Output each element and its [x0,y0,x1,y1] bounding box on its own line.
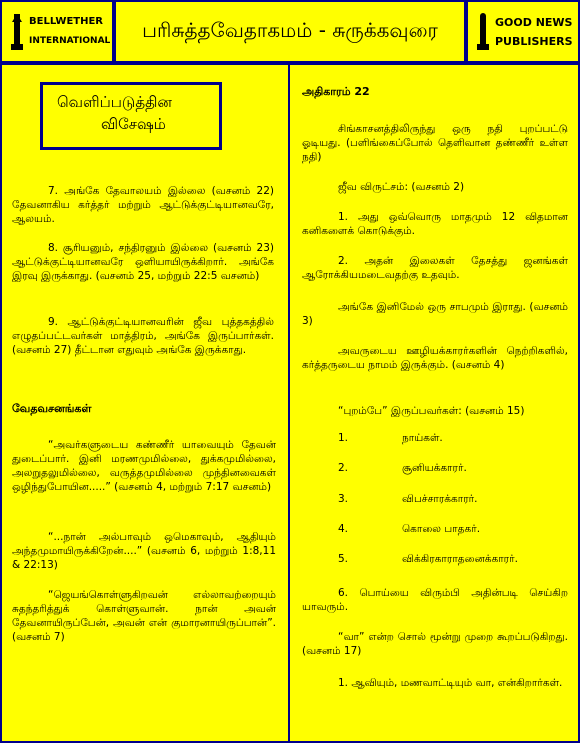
paragraph: 9. ஆட்டுக்குட்டியானவரின் ஜீவ புத்தகத்தில் எழுதப்பட்டவர்கள் மாத்திரம், அங்கே இருப்பார்கள். (வசனம் 27) தீட்டான எதுவும் அங்கே இருக்காது. [12,316,274,356]
paragraph: “வா” என்ற சொல் மூன்று முறை கூறப்படுகிறது. (வசனம் 17) [302,631,568,657]
list-item: 4. கொலை பாதகர். [338,523,481,535]
scripture-quote: “...நான் அல்பாவும் ஒமெகாவும், ஆதியும் அந்தமுமாயிருக்கிறேன்....” (வசனம் 6, மற்றும் 1:8,11 & 22:13) [12,531,276,571]
paragraph: 8. சூரியனும், சந்திரனும் இல்லை (வசனம் 23) ஆட்டுக்குட்டியானவரே ஒளியாயிருக்கிறார். அங்கே இரவு இருக்காது. (வசனம் 25, மற்றும் 22:5 வசனம்) [12,242,274,282]
paragraph: 1. அது ஒவ்வொரு மாதமும் 12 விதமான கனிகளைக் கொடுக்கும். [302,211,568,237]
section-title-line2: விசேஷம் [101,115,166,133]
section-heading: வேதவசனங்கள் [12,402,92,415]
paragraph: 1. ஆவியும், மணவாட்டியும் வா, என்கிறார்கள். [338,677,563,689]
bellwether-logo [0,0,114,63]
chapter-heading: அதிகாரம் 22 [302,85,370,98]
scripture-quote: “அவர்களுடைய கண்ணீர் யாவையும் தேவன் துடைப்பார். இனி மரணமுமில்லை, துக்கமுமில்லை, அலறுதலுமில்லை, வருத்தமுமில்லை முந்தினவைகள் ஒழிந்துபோயின.....” (வசனம் 4, மற்றும் 7:17 வசனம்) [12,439,276,493]
list-item: 2. சூனியக்காரர். [338,462,467,474]
paragraph: 6. பொய்யை விரும்பி அதின்படி செய்கிற யாவரும். [302,587,568,613]
paragraph: ஜீவ விருட்சம்: (வசனம் 2) [338,181,465,193]
statue-icon [476,12,490,52]
page-title: பரிசுத்தவேதாகமம் - சுருக்கவுரை [114,0,466,63]
list-item: 3. விபச்சாரக்காரர். [338,493,478,505]
header [0,0,580,63]
scripture-quote: “ஜெயங்கொள்ளுகிறவன் எல்லாவற்றையும் சுதந்தரித்துக் கொள்ளுவான். நான் அவன் தேவனாயிருப்பேன், அவன் என் குமாரனாயிருப்பான்”. (வசனம் 7) [12,589,276,643]
good-news-logo [466,0,580,63]
paragraph: அங்கே இனிமேல் ஒரு சாபமும் இராது. (வசனம் 3) [302,301,568,327]
paragraph: சிங்காசனத்திலிருந்து ஒரு நதி புறப்பட்டு ஓடியது. (பளிங்கைப்போல் தெளிவான தண்ணீர் உள்ள நதி) [302,123,568,163]
logo-text-line1: BELLWETHER [29,16,104,27]
logo-text-line2: INTERNATIONAL [29,36,111,46]
paragraph: 2. அதன் இலைகள் தேசத்து ஜனங்கள் ஆரோக்கியமடைவதற்கு உதவும். [302,255,568,281]
list-item: 5. விக்கிரகாராதனைக்காரர். [338,553,518,565]
paragraph: அவருடைய ஊழியக்காரர்களின் நெற்றிகளில், கர்த்தருடைய நாமம் இருக்கும். (வசனம் 4) [302,345,568,371]
paragraph: “புறம்பே” இருப்பவர்கள்: (வசனம் 15) [338,405,525,417]
list-item: 1. நாய்கள். [338,432,443,444]
bell-tower-icon [10,12,24,52]
section-title-box [40,82,222,150]
logo-text-line2: PUBLISHERS [495,35,573,48]
section-title-line1: வெளிப்படுத்தின [57,93,172,111]
logo-text-line1: GOOD NEWS [495,16,573,29]
paragraph: 7. அங்கே தேவாலயம் இல்லை (வசனம் 22) தேவனாகிய கர்த்தர் மற்றும் ஆட்டுக்குட்டியானவரே, ஆலயம். [12,185,274,225]
